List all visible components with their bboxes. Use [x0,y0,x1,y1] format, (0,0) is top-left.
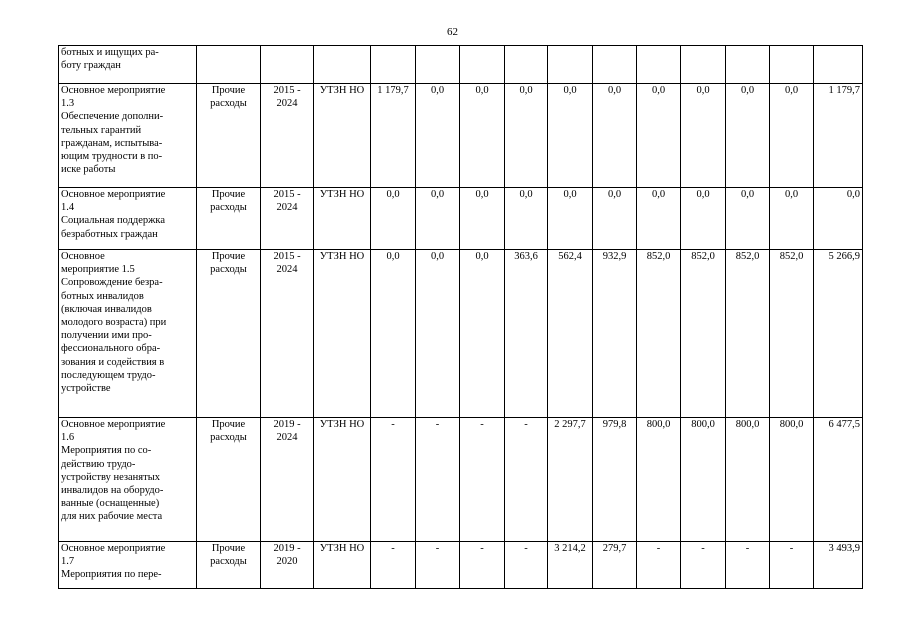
year-value-cell: 0,0 [770,188,814,250]
year-value-cell: 852,0 [770,250,814,418]
year-value-cell [371,46,416,84]
year-value-cell: - [416,542,460,589]
year-value-cell: 0,0 [726,84,770,188]
total-cell [814,46,863,84]
measure-name-line: 1.6 [61,432,75,444]
executor-cell: УТЗН НО [314,188,371,250]
measure-name-line: ванные (оснащенные) [61,498,160,510]
measure-name-line: ющим трудности в по- [61,151,163,163]
measure-name-line: 1.4 [61,202,75,214]
period-cell: 2015 - 2024 [261,84,314,188]
year-value-cell: 0,0 [460,188,505,250]
measure-name-line: гражданам, испытыва- [61,137,163,149]
year-value-cell: 0,0 [416,188,460,250]
measure-name-line: боту граждан [61,60,121,72]
year-value-cell [505,46,548,84]
expense-type-cell: Прочие расходы [197,250,261,418]
table-row [59,188,863,250]
measure-name-line: Основное мероприятие [61,189,166,200]
table-row [59,46,863,84]
year-value-cell: - [770,542,814,589]
year-value-cell: 0,0 [505,188,548,250]
year-value-cell: 0,0 [416,250,460,418]
measure-name-line: (включая инвалидов [61,303,152,315]
measure-name-cell [59,188,197,250]
measure-name-cell [59,418,197,542]
measure-name-line: Основное мероприятие [61,543,166,554]
year-value-cell: 852,0 [681,250,726,418]
year-value-cell: 0,0 [548,188,593,250]
year-value-cell [593,46,637,84]
year-value-cell [460,46,505,84]
year-value-cell: 1 179,7 [371,84,416,188]
year-value-cell: 0,0 [460,250,505,418]
measure-name-line: зования и содействия в [61,356,165,368]
measure-name-line: молодого возраста) при [61,317,167,329]
year-value-cell: 0,0 [460,84,505,188]
measure-name-line: Основное мероприятие [61,419,166,430]
year-value-cell: 0,0 [593,188,637,250]
measure-name-cell [59,250,197,418]
year-value-cell: 0,0 [505,84,548,188]
measure-name-line: Основное [61,251,105,262]
period-cell: 2019 - 2024 [261,418,314,542]
measure-name-line: 1.7 [61,556,75,568]
year-value-cell: 0,0 [681,84,726,188]
executor-cell [314,46,371,84]
year-value-cell: 363,6 [505,250,548,418]
year-value-cell: - [416,418,460,542]
measure-name-line: иске работы [61,164,116,176]
year-value-cell: - [726,542,770,589]
year-value-cell: - [371,418,416,542]
year-value-cell [548,46,593,84]
year-value-cell: 800,0 [637,418,681,542]
expense-type-cell: Прочие расходы [197,418,261,542]
measure-name-line: Мероприятия по со- [61,445,152,457]
year-value-cell [770,46,814,84]
expense-type-cell: Прочие расходы [197,84,261,188]
table-row [59,542,863,589]
year-value-cell: 800,0 [770,418,814,542]
measure-name-line: последующем трудо- [61,369,156,381]
year-value-cell: 0,0 [726,188,770,250]
year-value-cell: 0,0 [371,188,416,250]
measure-name-line: инвалидов на оборудо- [61,485,164,497]
page-number: 62 [447,26,458,38]
expense-type-cell [197,46,261,84]
period-cell: 2019 - 2020 [261,542,314,589]
year-value-cell: 0,0 [593,84,637,188]
year-value-cell: - [505,542,548,589]
executor-cell: УТЗН НО [314,84,371,188]
measure-name-line: Мероприятия по пере- [61,569,162,581]
year-value-cell [681,46,726,84]
measure-name-line: ботных и ищущих ра- [61,47,159,58]
table-row [59,418,863,542]
year-value-cell: - [460,418,505,542]
measure-name-cell [59,84,197,188]
table-row [59,84,863,188]
year-value-cell: 800,0 [681,418,726,542]
table-row [59,250,863,418]
year-value-cell: 0,0 [770,84,814,188]
year-value-cell [416,46,460,84]
total-cell: 0,0 [814,188,863,250]
year-value-cell: 0,0 [637,84,681,188]
year-value-cell [637,46,681,84]
year-value-cell: 979,8 [593,418,637,542]
measure-name-line: действию трудо- [61,458,136,470]
measure-name-line: получении ими про- [61,330,152,342]
year-value-cell: - [637,542,681,589]
measure-name-line: тельных гарантий [61,124,142,136]
executor-cell: УТЗН НО [314,250,371,418]
period-cell [261,46,314,84]
year-value-cell: 0,0 [371,250,416,418]
period-cell: 2015 - 2024 [261,188,314,250]
measure-name-line: Обеспечение дополни- [61,111,164,123]
expense-type-cell: Прочие расходы [197,542,261,589]
measure-name-line: для них рабочие места [61,511,163,523]
total-cell: 1 179,7 [814,84,863,188]
measure-name-cell [59,46,197,84]
year-value-cell: 279,7 [593,542,637,589]
total-cell: 5 266,9 [814,250,863,418]
period-cell: 2015 - 2024 [261,250,314,418]
measure-name-cell [59,542,197,589]
year-value-cell: 932,9 [593,250,637,418]
measure-name-line: Сопровождение безра- [61,277,163,289]
measure-name-line: устройству незанятых [61,471,161,483]
year-value-cell: - [460,542,505,589]
year-value-cell: 852,0 [726,250,770,418]
measure-name-line: фессионального обра- [61,343,161,355]
year-value-cell: 0,0 [637,188,681,250]
year-value-cell: 3 214,2 [548,542,593,589]
year-value-cell: 0,0 [416,84,460,188]
measure-name-line: безработных граждан [61,228,158,240]
measure-name-line: устройстве [61,383,111,395]
executor-cell: УТЗН НО [314,542,371,589]
year-value-cell: 0,0 [548,84,593,188]
measure-name-line: Основное мероприятие [61,85,166,96]
year-value-cell: 2 297,7 [548,418,593,542]
measure-name-line: 1.3 [61,98,75,110]
year-value-cell: - [505,418,548,542]
year-value-cell: 852,0 [637,250,681,418]
year-value-cell: 562,4 [548,250,593,418]
executor-cell: УТЗН НО [314,418,371,542]
year-value-cell [726,46,770,84]
year-value-cell: 0,0 [681,188,726,250]
year-value-cell: - [371,542,416,589]
total-cell: 6 477,5 [814,418,863,542]
expense-type-cell: Прочие расходы [197,188,261,250]
total-cell: 3 493,9 [814,542,863,589]
measure-name-line: ботных инвалидов [61,290,144,302]
year-value-cell: 800,0 [726,418,770,542]
budget-table [58,45,863,589]
measure-name-line: Социальная поддержка [61,215,166,227]
measure-name-line: мероприятие 1.5 [61,264,135,276]
year-value-cell: - [681,542,726,589]
